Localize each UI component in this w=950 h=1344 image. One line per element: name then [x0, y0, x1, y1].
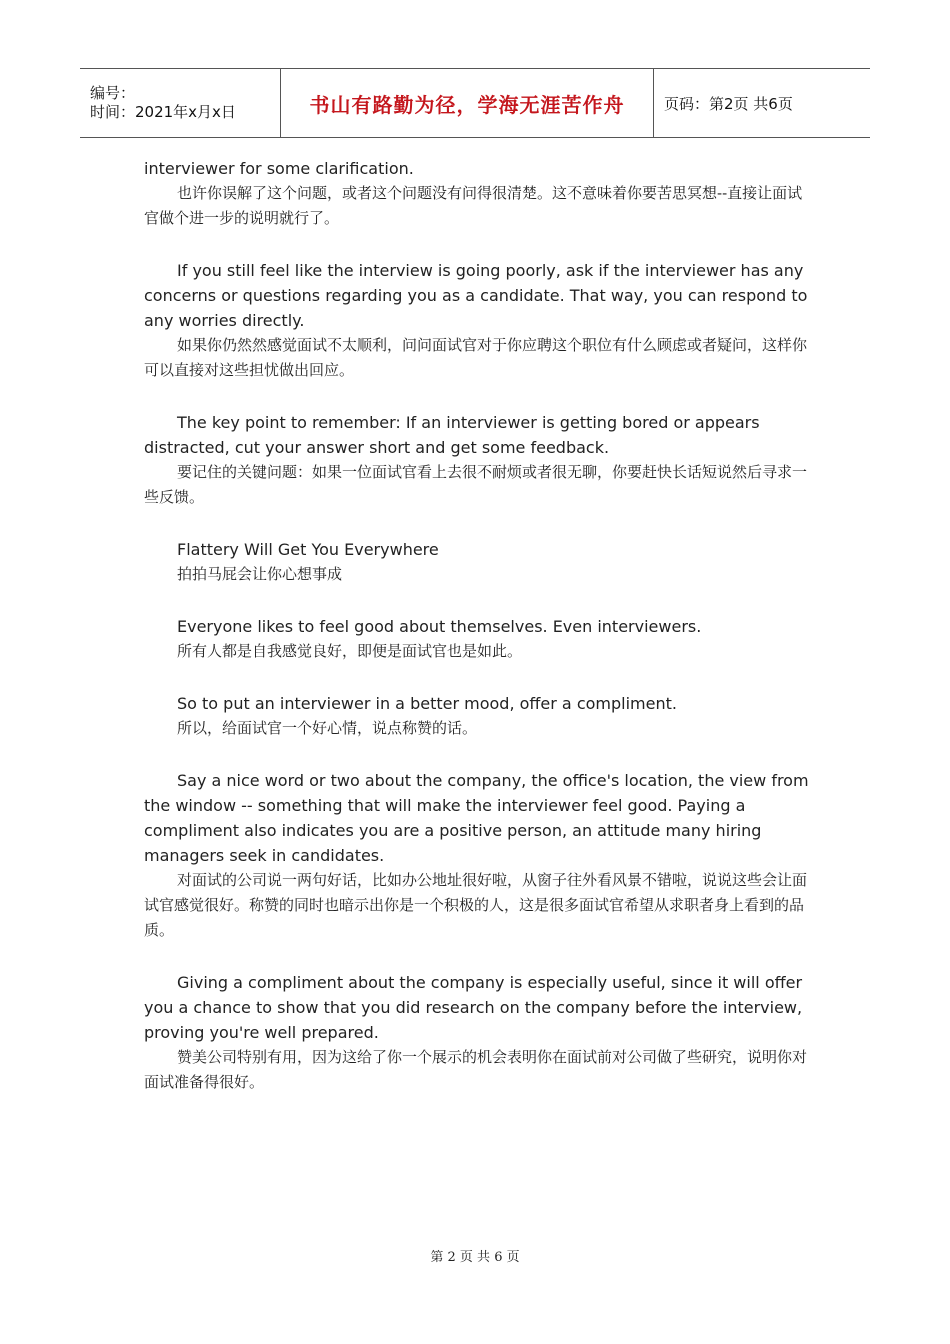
chinese-paragraph: 所有人都是自我感觉良好，即便是面试官也是如此。 [177, 642, 523, 660]
chinese-paragraph: 赞美公司特别有用，因为这给了你一个展示的机会表明你在面试前对公司做了些研究，说明你对面试准备得很好。 [144, 1048, 808, 1091]
english-paragraph: So to put an interviewer in a better mood, offer a compliment. [177, 694, 677, 713]
english-paragraph: Everyone likes to feel good about themselves. Even interviewers. [177, 617, 702, 636]
document-header [80, 68, 870, 138]
english-paragraph: Giving a compliment about the company is especially useful, since it will offer you a chance to show that you did research on the company before the interview, proving you're well prepared. [144, 973, 803, 1042]
header-page-cell [654, 69, 870, 137]
english-paragraph: interviewer for some clarification. [144, 159, 414, 178]
chinese-paragraph: 对面试的公司说一两句好话，比如办公地址很好啦，从窗子往外看风景不错啦，说说这些会让面试官感觉很好。称赞的同时也暗示出你是一个积极的人，这是很多面试官希望从求职者身上看到的品质。 [144, 871, 808, 939]
document-time-label: 时间：2021年x月x日 [90, 103, 236, 121]
chinese-paragraph: 如果你仍然然感觉面试不太顺利，问问面试官对于你应聘这个职位有什么顾虑或者疑问，这样你可以直接对这些担忧做出回应。 [144, 336, 808, 379]
chinese-paragraph: 所以，给面试官一个好心情，说点称赞的话。 [177, 719, 478, 737]
chinese-paragraph: 要记住的关键问题：如果一位面试官看上去很不耐烦或者很无聊，你要赶快长话短说然后寻求一些反馈。 [144, 463, 808, 506]
english-paragraph: The key point to remember: If an interviewer is getting bored or appears distracted, cut your answer short and get some feedback. [144, 413, 760, 457]
page-footer: 第 2 页 共 6 页 [430, 1250, 520, 1265]
header-page-label: 页码：第2页 共6页 [664, 94, 793, 113]
english-paragraph: Say a nice word or two about the company, the office's location, the view from the window -- something that will make the interviewer feel good. Paying a compliment also indicates you are a positive person, an attitude many hiring managers seek in candidates. [144, 771, 809, 865]
document-body [144, 156, 812, 1095]
section-heading-chinese: 拍拍马屁会让你心想事成 [177, 565, 343, 583]
header-meta-cell [80, 69, 281, 137]
document-number-label: 编号： [90, 84, 136, 102]
header-motto: 书山有路勤为径，学海无涯苦作舟 [309, 92, 625, 117]
section-heading-english: Flattery Will Get You Everywhere [177, 540, 439, 559]
english-paragraph: If you still feel like the interview is going poorly, ask if the interviewer has any concerns or questions regarding you as a candidate. That way, you can respond to any worries directly. [144, 261, 808, 330]
chinese-paragraph: 也许你误解了这个问题，或者这个问题没有问得很清楚。这不意味着你要苦思冥想--直接让面试官做个进一步的说明就行了。 [144, 184, 803, 227]
header-motto-cell [281, 69, 654, 137]
